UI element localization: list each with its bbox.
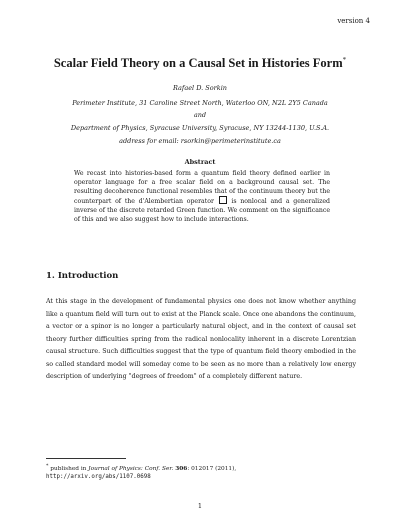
footnote-journal: Journal of Physics: Conf. Ser. [88, 465, 174, 472]
paper-title [40, 56, 360, 71]
footnote-pages: : 012017 (2011), [187, 465, 237, 472]
footnote [46, 463, 356, 482]
footnote-line-1 [46, 463, 356, 473]
abstract-body [74, 169, 330, 224]
dalembertian-box-icon [219, 196, 227, 204]
version-label: version 4 [337, 17, 370, 25]
title-footnote-mark: * [342, 56, 347, 64]
abstract-text-part2: is nonlocal and a generalized inverse of the discrete retarded Green function. We comment on the significance of this and we also suggest how to include interactions. [74, 198, 330, 223]
affiliation-and: and [193, 111, 207, 119]
footnote-volume: 306 [175, 465, 188, 472]
abstract-text-part1: We recast into histories-based form a quantum field theory defined earlier in operator language for a free scalar field on a background causal set. The resulting decoherence functional resembles that of the continuum theory but the counterpart of the d'Alembertian operator [74, 170, 330, 205]
footnote-mark: * [46, 464, 49, 469]
author-name: Rafael D. Sorkin [173, 84, 227, 92]
page-number: 1 [197, 502, 203, 510]
email-address: address for email: rsorkin@perimeterinstitute.ca [119, 137, 281, 145]
affiliation-syracuse: Department of Physics, Syracuse University, Syracuse, NY 13244-1130, U.S.A. [70, 124, 330, 132]
arxiv-link[interactable]: http://arxiv.org/abs/1107.0698 [46, 474, 151, 481]
title-text: Scalar Field Theory on a Causal Set in Histories Form [53, 56, 343, 71]
affiliation-perimeter: Perimeter Institute, 31 Caroline Street North, Waterloo ON, N2L 2Y5 Canada [72, 99, 328, 107]
introduction-paragraph: At this stage in the development of fundamental physics one does not know whether anything like a quantum field will turn out to exist at the Planck scale. Once one abandons the continuum, a vector or a spinor is no longer a particularly natural object, and in the context of causal set theory further difficulties spring from the radical nonlocality inherent in a discrete Lorentzian causal structure. Such difficulties suggest that the type of quantum field theory embodied in the so called standard model will someday come to be seen as no more than a relatively low energy description of underlying "degrees of freedom" of a completely different nature. [46, 298, 356, 380]
abstract-heading: Abstract [184, 158, 216, 166]
footnote-divider [46, 458, 126, 459]
section-heading-introduction: 1. Introduction [46, 271, 119, 281]
footnote-text: published in [48, 465, 89, 472]
